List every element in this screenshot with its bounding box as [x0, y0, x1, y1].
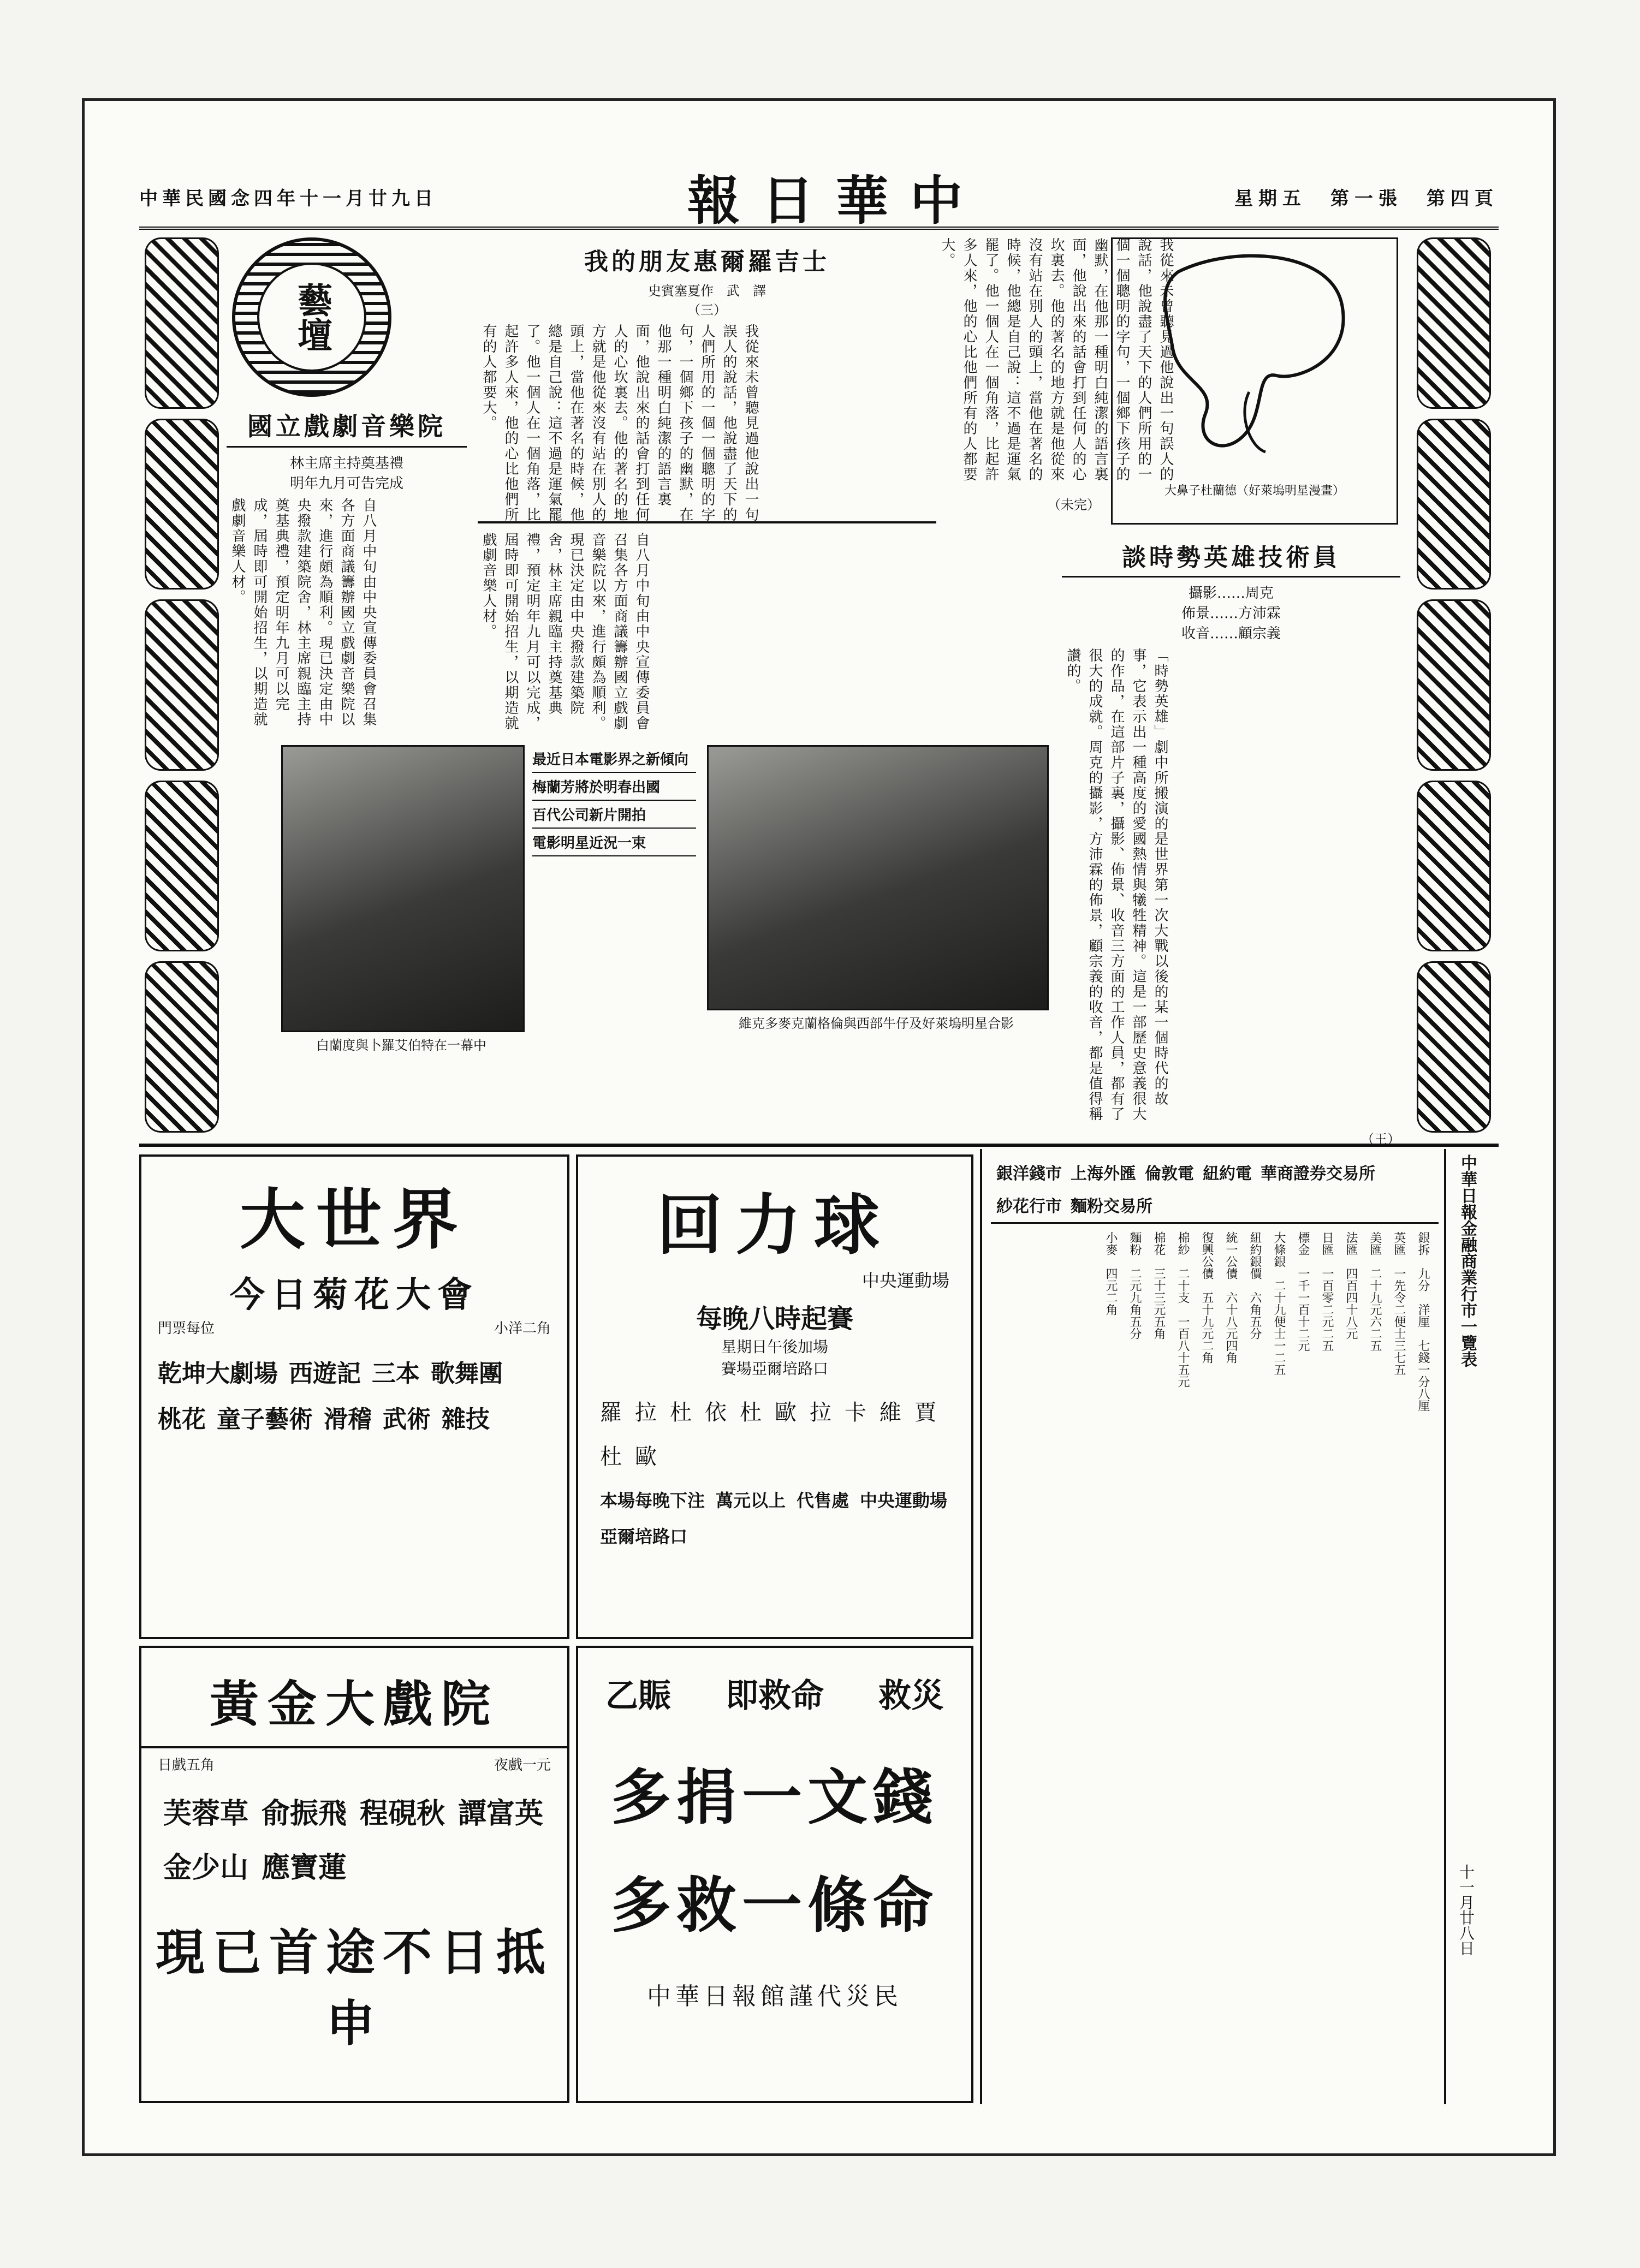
ticket-prices [141, 1748, 567, 1779]
relief-footer: 中華日報館謹代災民 [647, 1983, 902, 2010]
market-row: 標金 一千一百十二元 [1296, 1231, 1310, 1352]
market-section: 麵粉交易所 [1071, 1197, 1152, 1216]
market-section: 紐約電 [1203, 1164, 1252, 1183]
cast-member: 程硯秋 [360, 1797, 445, 1830]
decor-figure [1417, 237, 1491, 409]
great-world-subtitle: 今日菊花大會 [230, 1275, 479, 1315]
market-row: 英匯 一先令二便士三七五 [1392, 1231, 1406, 1376]
relief-line1: 多捐一文錢 [611, 1762, 938, 1832]
cast-member: 應寶蓮 [262, 1851, 347, 1884]
decor-figure [145, 781, 219, 952]
jai-alai-ad [576, 1154, 973, 1639]
talk-credit: 攝影……周克 [1188, 585, 1274, 602]
decor-figure [145, 419, 219, 590]
cast-member: 芙蓉草 [163, 1797, 249, 1830]
market-row: 麵粉 二元九角五分 [1128, 1231, 1142, 1340]
jai-alai-note: 星期日午後加場 [721, 1338, 828, 1356]
group-photo [707, 745, 1049, 1010]
masthead-date: 中華民國念四年十一月廿九日 [139, 187, 437, 210]
booking-item: 中央運動場 [860, 1490, 948, 1511]
right-decor-border [1417, 237, 1488, 1133]
jai-alai-title: 回力球 [657, 1187, 893, 1264]
great-world-title: 大世界 [240, 1181, 469, 1258]
left-photo-caption: 白蘭度與卜羅艾伯特在一幕中 [316, 1038, 486, 1053]
program-item: 武術 [383, 1406, 431, 1433]
drama-article-cont [478, 532, 740, 740]
market-row: 大條銀 二十九便士一二五 [1272, 1231, 1286, 1376]
film-still-photo [281, 745, 525, 1032]
great-world-notes [141, 1317, 567, 1337]
center-photo-caption: 維克多麥克蘭格倫與西部牛仔及好萊塢明星合影 [739, 1016, 1014, 1031]
masthead [139, 166, 1499, 230]
friend-part: （三） [687, 302, 727, 318]
decor-figure [1417, 781, 1491, 952]
talk-headline: 談時勢英雄技術員 [1062, 538, 1400, 578]
markets-date: 十一月廿八日 [1457, 1864, 1475, 1956]
great-world-ad [139, 1154, 569, 1639]
theater-slogan: 現已首途不日抵申 [156, 1924, 553, 2052]
brief-item: 電影明星近況一束 [532, 829, 696, 856]
market-row: 小麥 四元二角 [1104, 1231, 1118, 1315]
market-section: 銀洋錢市 [996, 1164, 1062, 1183]
friend-byline: 史賓塞夏作 武 譯 [648, 283, 766, 299]
market-columns [991, 1224, 1439, 2091]
talk-article [1062, 538, 1400, 1147]
left-decor-border [145, 237, 216, 1133]
player-name: 羅 [600, 1400, 622, 1425]
player-name: 賈 [914, 1400, 936, 1425]
ticket-note: 小洋二角 [494, 1320, 551, 1337]
decor-figure [1417, 419, 1491, 590]
newspaper-page [82, 98, 1556, 2156]
friend-article-cont [936, 237, 1174, 521]
relief-tag: 乙賑 [605, 1677, 671, 1715]
decor-figure [145, 961, 219, 1133]
market-row: 紐約銀價 六角五分 [1248, 1231, 1262, 1340]
friend-body: 我從來未曾聽見過他說出一句誤人的說話，他說盡了天下的人們所用的一個一個聰明的字句，一個鄉下孩子的幽默，在他那一種明白純潔的語言裏面，他說出來的話會打到任何人的心坎裏去。他的著名的地方就是他從來沒有站在別人的頭上，當他在著名的時候，他總是自己說：這不過是運氣罷了。他一個人在一個角落，比起許多人來，他的心比他們所有的人都要大。 [480, 324, 759, 522]
market-row: 銀拆 九分 洋厘 七錢一分八厘 [1416, 1231, 1430, 1412]
drama-article [227, 407, 467, 734]
program-item: 乾坤大劇場 [158, 1360, 278, 1388]
relief-tags [578, 1670, 971, 1717]
golden-theater-title: 黃金大戲院 [141, 1664, 567, 1748]
brief-item: 百代公司新片開拍 [532, 801, 696, 829]
player-name: 拉 [635, 1400, 657, 1425]
player-list [578, 1379, 971, 1487]
jai-alai-note: 賽場亞爾培路口 [721, 1360, 828, 1378]
drama-sub1: 林主席主持奠基禮 [289, 455, 403, 472]
player-name: 杜 [670, 1400, 692, 1425]
relief-tag: 救災 [878, 1677, 944, 1715]
cast-member: 俞振飛 [262, 1797, 347, 1830]
news-briefs [532, 745, 696, 1051]
price-item: 夜戲一元 [494, 1757, 551, 1773]
market-section: 上海外匯 [1071, 1164, 1136, 1183]
relief-line2: 多救一條命 [611, 1870, 938, 1940]
player-name: 杜 [600, 1444, 622, 1469]
friend-headline: 我的朋友惠爾羅吉士 [584, 248, 830, 276]
market-row: 復興公債 五十九元二角 [1200, 1231, 1214, 1364]
player-name: 歐 [775, 1400, 797, 1425]
decor-figure [145, 237, 219, 409]
player-name: 維 [880, 1400, 901, 1425]
column-divider [1444, 1149, 1446, 2104]
market-row: 棉花 三十三元五角 [1152, 1231, 1166, 1340]
program-item: 三本 [372, 1360, 420, 1388]
brief-item: 梅蘭芳將於明春出國 [532, 773, 696, 801]
drama-sub2: 明年九月可告完成 [289, 475, 403, 492]
cartoon-box [1111, 237, 1398, 525]
cast-member: 譚富英 [458, 1797, 544, 1830]
player-name: 依 [705, 1400, 727, 1425]
friend-end: （未完） [1048, 497, 1100, 513]
drama-body-cont: 自八月中旬由中央宣傳委員會召集各方面商議籌辦國立戲劇音樂院以來，進行頗為順利。現已決定由中央撥款建築院舍，林主席親臨主持奠基典禮，預定明年九月可以完成，屆時即可開始招生，以期造就戲劇音樂人材。 [480, 532, 650, 731]
ticket-note: 門票每位 [158, 1320, 215, 1337]
friend-body-cont: 我從來未曾聽見過他說出一句誤人的說話，他說盡了天下的人們所用的一個一個聰明的字句，一個鄉下孩子的幽默，在他那一種明白純潔的語言裏面，他說出來的話會打到任何人的心坎裏去。他的著名的地方就是他從來沒有站在別人的頭上，當他在著名的時候，他總是自己說：這不過是運氣罷了。他一個人在一個角落，比起許多人來，他的心比他們所有的人都要大。 [939, 237, 1174, 482]
booking-item: 萬元以上 [716, 1490, 786, 1511]
program-item: 歌舞團 [431, 1360, 503, 1388]
talk-body: 「時勢英雄」劇中所搬演的是世界第一次大戰以後的某一個時代的故事，它表示出一種高度的愛國熱情與犧牲精神。這是一部歷史意義很大的作品，在這部片子裏，攝影、佈景、收音三方面的工作人員，都有了很大的成就。周克的攝影，方沛霖的佈景，顧宗義的收音，都是值得稱讚的。 [1065, 648, 1168, 1122]
talk-end: （王） [1361, 1132, 1400, 1147]
market-row: 日匯 一百零二元二五 [1320, 1231, 1334, 1352]
decor-figure [145, 599, 219, 771]
seal-label: 藝壇 [257, 263, 366, 372]
market-section: 倫敦電 [1145, 1164, 1194, 1183]
drama-headline: 國立戲劇音樂院 [227, 407, 467, 448]
drama-body: 自八月中旬由中央宣傳委員會召集各方面商議籌辦國立戲劇音樂院以來，進行頗為順利。現已決定由中央撥款建築院舍，林主席親臨主持奠基典禮，預定明年九月可以完成，屆時即可開始招生，以期造就戲劇音樂人材。 [229, 498, 377, 727]
market-row: 美匯 二十九元六二五 [1368, 1231, 1382, 1352]
program-item: 滑稽 [324, 1406, 372, 1433]
player-name: 卡 [845, 1400, 866, 1425]
masthead-issue: 星期五 第一張 第四頁 [1234, 187, 1499, 210]
market-section: 紗花行市 [996, 1197, 1062, 1216]
golden-theater-ad [139, 1646, 569, 2103]
caricature-drawing [1113, 239, 1397, 479]
talk-credit: 佈景……方沛霖 [1181, 605, 1281, 622]
market-sections [991, 1154, 1439, 1224]
relief-tag: 即救命 [726, 1677, 824, 1715]
masthead-title: 報日華中 [687, 169, 984, 231]
market-row: 法匯 四百四十八元 [1344, 1231, 1358, 1340]
market-section: 華商證券交易所 [1261, 1164, 1375, 1183]
talk-credit: 收音……顧宗義 [1181, 626, 1281, 642]
market-row: 棉紗 二十支 一百八十五元 [1176, 1231, 1190, 1388]
cartoon-caption: 大鼻子杜蘭德（好萊塢明星漫畫） [1164, 484, 1345, 498]
relief-ad [576, 1646, 973, 2103]
program-item: 雜技 [442, 1406, 490, 1433]
decor-figure [1417, 599, 1491, 771]
cast-list [141, 1779, 567, 1896]
section-seal [232, 237, 391, 397]
booking-item: 本場每晚下注 [600, 1490, 705, 1511]
program-item: 西遊記 [289, 1360, 361, 1388]
great-world-program [141, 1337, 567, 1451]
column-divider [980, 1149, 982, 2104]
markets-header-strip [1455, 1154, 1493, 2104]
markets-header: 中華日報金融商業行市一覽表 [1458, 1154, 1477, 1367]
jai-alai-time: 每晚八時起賽 [696, 1303, 853, 1334]
jai-alai-tag: 中央運動場 [861, 1270, 949, 1291]
market-row: 統一公債 六十八元四角 [1224, 1231, 1238, 1364]
player-name: 杜 [740, 1400, 762, 1425]
decor-figure [1417, 961, 1491, 1133]
player-name: 歐 [635, 1444, 657, 1469]
booking-info [578, 1487, 971, 1548]
friend-article [478, 237, 936, 523]
program-item: 桃花 [158, 1406, 206, 1433]
price-item: 日戲五角 [158, 1757, 215, 1773]
cast-member: 金少山 [163, 1851, 249, 1884]
player-name: 拉 [810, 1400, 831, 1425]
program-item: 童子藝術 [217, 1406, 313, 1433]
booking-item: 亞爾培路口 [600, 1526, 688, 1547]
brief-item: 最近日本電影界之新傾向 [532, 745, 696, 773]
markets-table [991, 1154, 1439, 2104]
booking-item: 代售處 [797, 1490, 849, 1511]
